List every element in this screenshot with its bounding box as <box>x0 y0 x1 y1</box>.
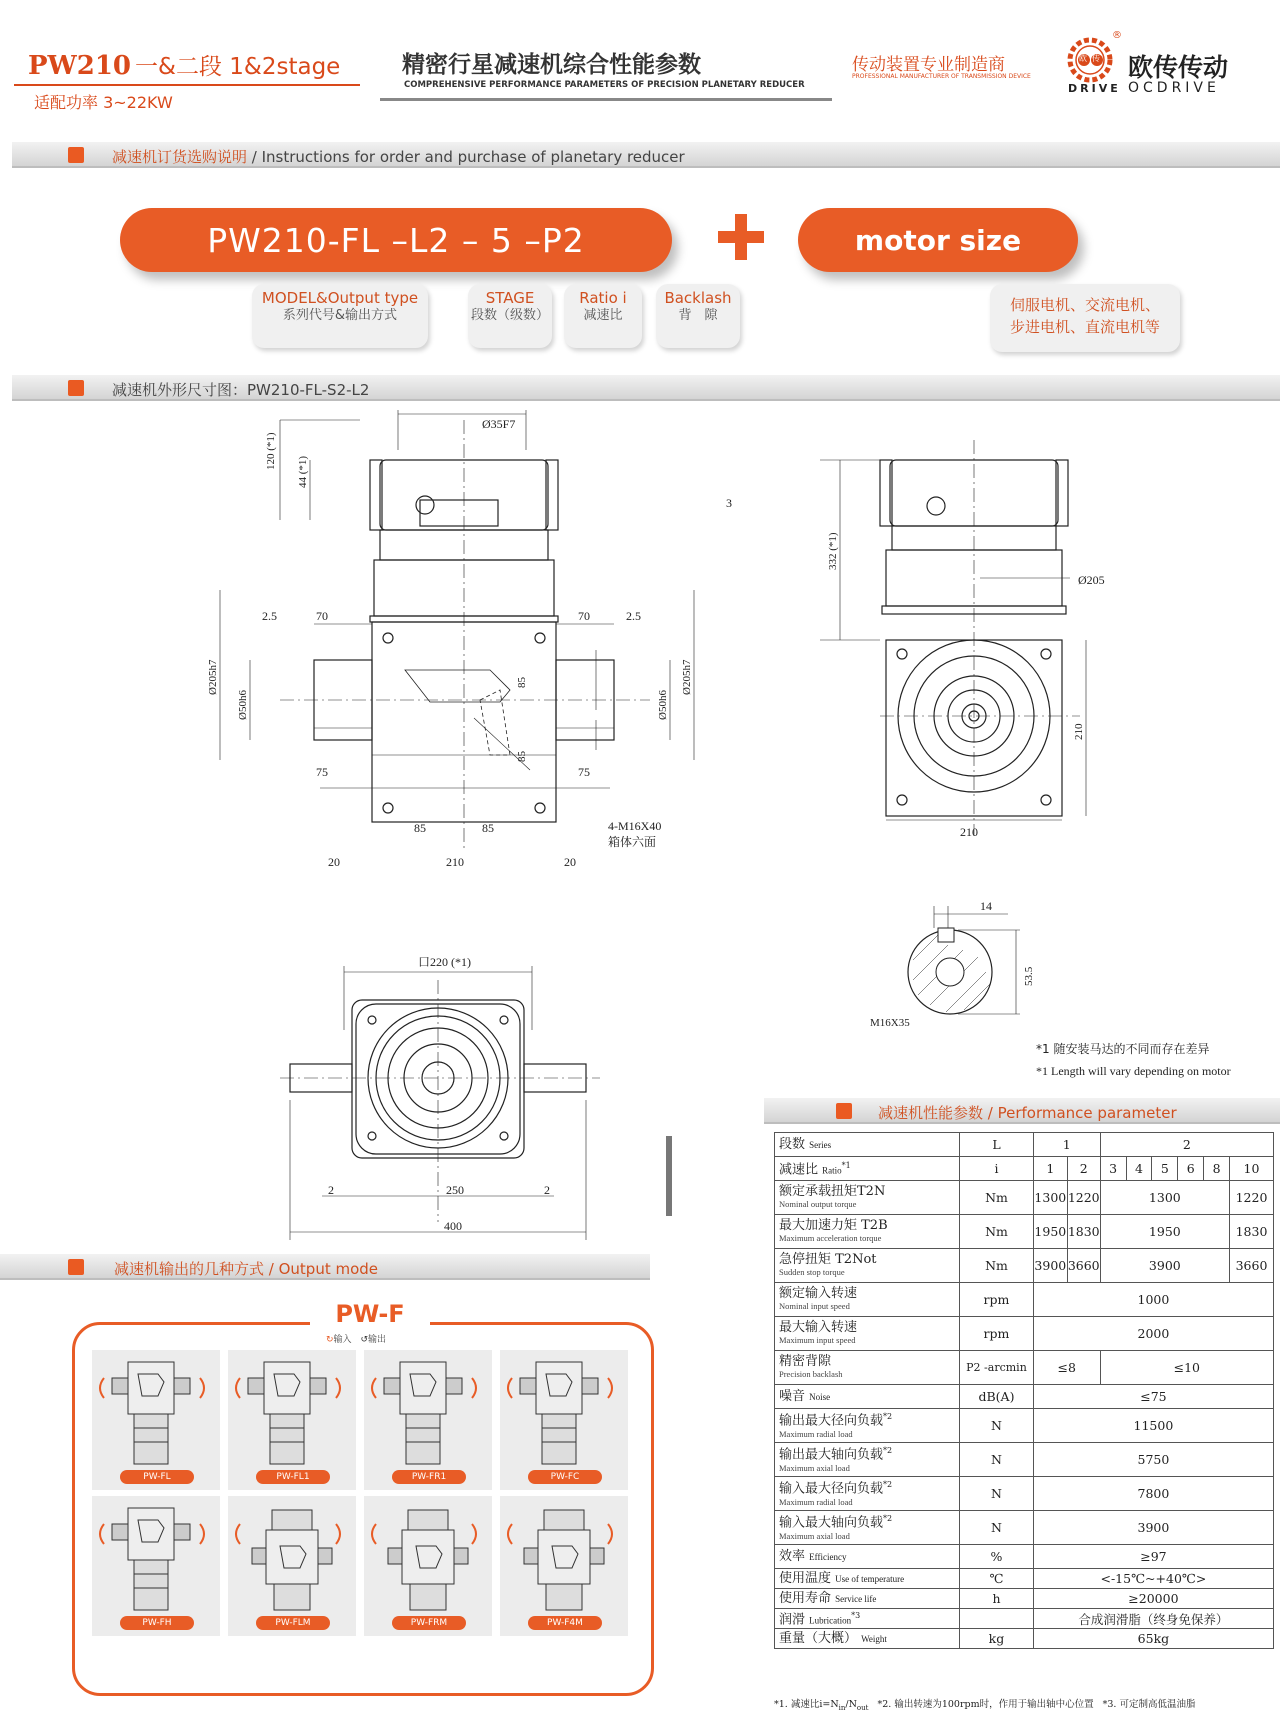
gearbox-icon <box>500 1350 628 1490</box>
dim-h332: 332 (*1) <box>827 532 839 570</box>
dim-h44: 44 (*1) <box>297 455 309 488</box>
shaft-section-drawing <box>858 900 1038 1030</box>
section-square-icon <box>68 147 84 163</box>
dim-h120: 120 (*1) <box>265 432 277 470</box>
dim-2-right: 2 <box>544 1183 550 1197</box>
power-text: 适配功率 3~22KW <box>34 93 173 112</box>
section-order-title: 减速机订货选购说明 / Instructions for order and purchase of planetary reducer <box>112 148 685 166</box>
performance-table <box>774 1132 1274 1649</box>
dim-85-right: 85 <box>482 821 494 835</box>
section-perf-bar <box>764 1098 1280 1124</box>
dim-2-left: 2 <box>328 1183 334 1197</box>
gearbox-icon <box>500 1496 628 1636</box>
dim-d205-left: Ø205h7 <box>207 659 219 695</box>
gearbox-icon <box>364 1496 492 1636</box>
order-code-pill <box>120 208 672 272</box>
stage-text: 一&二段 1&2stage <box>135 54 341 80</box>
table-row: 效率 Efficiency % ≥97 <box>775 1545 1274 1569</box>
brand-logo <box>1060 38 1120 84</box>
input-arrow-icon: ↻ <box>326 1335 334 1345</box>
gear-logo-icon <box>1060 38 1120 84</box>
dim-210-bottom: 210 <box>960 825 978 839</box>
table-row: 减速比 Ratio$^{*1}$ i 1 2 3 4 5 6 8 10 <box>775 1157 1274 1181</box>
slogan-cn: 传动装置专业制造商 <box>852 55 1005 75</box>
motor-size-pill <box>798 208 1078 272</box>
side-view-drawing <box>820 440 1120 840</box>
output-mode-label: PW-FL <box>120 1470 194 1484</box>
table-row: 额定输入转速 Nominal input speed rpm 1000 <box>775 1283 1274 1317</box>
output-mode-label: PW-FLM <box>256 1616 330 1630</box>
dim-53-5: 53.5 <box>1023 966 1035 986</box>
dim-d35: Ø35F7 <box>482 417 516 431</box>
table-row: 精密背隙 Precision backlash P2 -arcmin ≤8 ≤10 <box>775 1351 1274 1385</box>
logo-char-2: 传 <box>1092 54 1100 63</box>
front-view-drawing <box>207 410 700 870</box>
output-mode-card <box>92 1350 220 1490</box>
section-dims-title: 减速机外形尺寸图：PW210-FL-S2-L2 <box>112 381 370 399</box>
dim-85-vert-bottom: 85 <box>516 751 528 762</box>
brand-name-en: OCDRIVE <box>1128 80 1220 96</box>
output-mode-label: PW-FH <box>120 1616 194 1630</box>
output-mode-card <box>500 1496 628 1636</box>
section-output-bar <box>0 1254 650 1280</box>
brand-drive: DRIVE <box>1068 82 1121 95</box>
dim-d205-right: Ø205h7 <box>681 659 693 695</box>
output-mode-card <box>364 1350 492 1490</box>
section-square-icon <box>836 1103 852 1119</box>
dim-400: 400 <box>444 1219 462 1233</box>
dim-d205-side: Ø205 <box>1078 573 1105 587</box>
output-mode-card <box>92 1496 220 1636</box>
top-view-drawing <box>280 950 660 1240</box>
model-code: PW210 <box>28 51 132 81</box>
table-row: 润滑 Lubrication$^{*3}$ 合成润滑脂（终身免保养） <box>775 1609 1274 1629</box>
dim-m16: M16X35 <box>870 1017 910 1029</box>
brand-name-cn: 欧传传动 <box>1128 53 1229 82</box>
bolt-note: 箱体六面 <box>608 835 657 849</box>
dim-85-vert-top: 85 <box>516 677 528 688</box>
output-mode-label: PW-F4M <box>528 1616 602 1630</box>
dim-d50-right: Ø50h6 <box>657 690 669 720</box>
dim-70-left: 70 <box>316 609 328 623</box>
table-row: 段数 Series L 1 2 <box>775 1133 1274 1157</box>
section-perf-title: 减速机性能参数 / Performance parameter <box>878 1104 1177 1122</box>
dim-210: 210 <box>446 855 464 869</box>
table-row: 最大加速力矩 T2B Maximum acceleration torque Nm 1950 1830 1950 1830 <box>775 1215 1274 1249</box>
note-1-en: *1 Length will vary depending on motor <box>1036 1064 1231 1078</box>
output-mode-card <box>228 1350 356 1490</box>
page-title-cn: 精密行星减速机综合性能参数 <box>402 52 701 78</box>
gearbox-icon <box>364 1350 492 1490</box>
page-marker: 3 <box>726 496 732 510</box>
section-output-title: 减速机输出的几种方式 / Output mode <box>114 1260 379 1278</box>
note-1-cn: *1 随安装马达的不同而存在差异 <box>1036 1042 1210 1056</box>
dim-20-right: 20 <box>564 855 576 869</box>
motor-size-label: motor size <box>854 223 1022 257</box>
order-code: PW210-FL –L2 – 5 –P2 <box>207 220 585 260</box>
output-mode-label: PW-FRM <box>392 1616 466 1630</box>
output-mode-card <box>500 1350 628 1490</box>
header-rule <box>380 98 832 101</box>
output-mode-label: PW-FC <box>528 1470 602 1484</box>
gearbox-icon <box>228 1350 356 1490</box>
bolt-spec: 4-M16X40 <box>608 819 662 833</box>
dim-2-5-left: 2.5 <box>262 609 277 623</box>
dim-70-right: 70 <box>578 609 590 623</box>
chip-backlash: Backlash 背 隙 <box>656 284 740 348</box>
table-row: 最大输入转速 Maximum input speed rpm 2000 <box>775 1317 1274 1351</box>
dim-20-left: 20 <box>328 855 340 869</box>
dim-75-left: 75 <box>316 765 328 779</box>
dim-85-left: 85 <box>414 821 426 835</box>
logo-char-1: 欧 <box>1079 54 1087 63</box>
gearbox-icon <box>228 1496 356 1636</box>
chip-ratio: Ratio i 减速比 <box>564 284 642 348</box>
dim-2-5-right: 2.5 <box>626 609 641 623</box>
chip-motor-types: 伺服电机、交流电机、 步进电机、直流电机等 <box>990 284 1180 352</box>
divider-bar <box>666 1136 672 1216</box>
table-footnotes: *1. 减速比$i=N_{in}/N_{out}$ *2. 输出转速为100rpm时，作用于输出轴中心位置 *3. 可定制高低温油脂 <box>774 1699 1196 1712</box>
section-square-icon <box>68 380 84 396</box>
output-mode-label: PW-FR1 <box>392 1470 466 1484</box>
table-row: 噪音 Noise dB(A) ≤75 <box>775 1385 1274 1409</box>
dim-d50-left: Ø50h6 <box>237 690 249 720</box>
output-mode-label: PW-FL1 <box>256 1470 330 1484</box>
plus-sign <box>718 214 764 260</box>
output-mode-card <box>228 1496 356 1636</box>
table-row: 输入最大轴向负载$^{*2}$ Maximum axial load N 3900 <box>775 1511 1274 1545</box>
table-row: 额定承载扭矩T2N Nominal output torque Nm 1300 1220 1300 1220 <box>775 1181 1274 1215</box>
section-dims-bar <box>12 375 1280 401</box>
dim-210-vert: 210 <box>1073 723 1085 740</box>
table-row: 输入最大径向负载$^{*2}$ Maximum radial load N 7800 <box>775 1477 1274 1511</box>
gearbox-icon <box>92 1496 220 1636</box>
dim-14: 14 <box>980 899 992 913</box>
gearbox-icon <box>92 1350 220 1490</box>
dim-75-right: 75 <box>578 765 590 779</box>
table-row: 输出最大轴向负载$^{*2}$ Maximum axial load N 5750 <box>775 1443 1274 1477</box>
dim-sq220: 口220 (*1) <box>418 955 471 969</box>
chip-stage: STAGE 段数（级数） <box>468 284 552 348</box>
table-row: 使用温度 Use of temperature ℃ <-15℃~+40℃> <box>775 1569 1274 1589</box>
output-mode-card <box>364 1496 492 1636</box>
section-square-icon <box>68 1259 84 1275</box>
table-row: 使用寿命 Service life h ≥20000 <box>775 1589 1274 1609</box>
page-title-en: COMPREHENSIVE PERFORMANCE PARAMETERS OF PRECISION PLANETARY REDUCER <box>404 80 805 90</box>
chip-model: MODEL&Output type 系列代号&输出方式 <box>252 284 428 348</box>
output-arrow-icon: ↺ <box>360 1335 368 1345</box>
dim-250: 250 <box>446 1183 464 1197</box>
model-title <box>28 48 340 81</box>
table-row: 急停扭矩 T2Not Sudden stop torque Nm 3900 3660 3900 3660 <box>775 1249 1274 1283</box>
slogan-en: PROFESSIONAL MANUFACTURER OF TRANSMISSION DEVICE <box>852 73 1031 80</box>
section-order-bar <box>12 142 1280 168</box>
registered-mark: ® <box>1112 30 1122 41</box>
table-row: 重量（大概） Weight kg 65kg <box>775 1629 1274 1649</box>
output-mode-title: PW-F <box>310 1300 430 1328</box>
title-underline <box>14 84 360 86</box>
io-legend: ↻输入 ↺输出 <box>326 1335 386 1345</box>
table-row: 输出最大径向负载$^{*2}$ Maximum radial load N 11500 <box>775 1409 1274 1443</box>
header <box>0 0 1280 110</box>
